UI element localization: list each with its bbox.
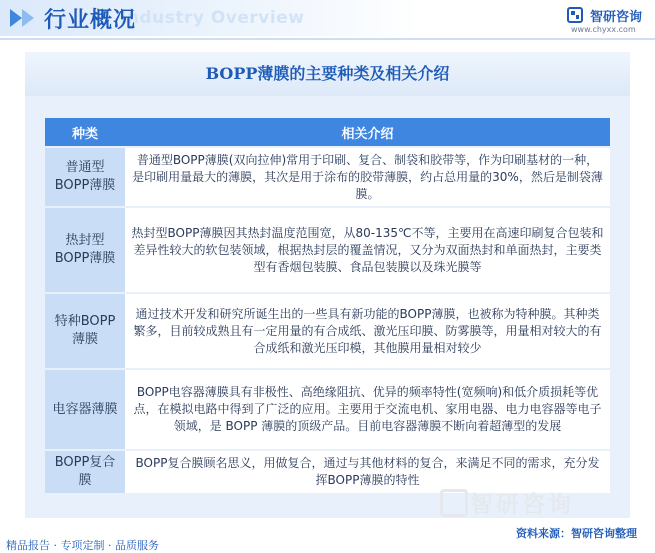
column-header-desc: 相关介绍 <box>125 118 610 146</box>
brand-url: www.chyxx.com <box>571 25 636 34</box>
table-row <box>45 370 610 449</box>
chevron-right-icon <box>22 9 34 27</box>
header-title-en: Industry Overview <box>120 8 305 28</box>
source-note: 资料来源：智研咨询整理 <box>516 527 637 540</box>
desc-cell: 通过技术开发和研究所诞生出的一些具有新功能的BOPP薄膜，也被称为特种膜。其种类繁多，目前较成熟且有一定用量的有合成纸、激光压印膜、防雾膜等，用量相对较大的有合成纸和激光压印模，其他膜用量相对较少 <box>125 294 610 368</box>
type-cell: BOPP复合膜 <box>45 451 125 493</box>
header-divider <box>0 38 655 40</box>
type-cell: 热封型BOPP薄膜 <box>45 208 125 292</box>
table-row <box>45 148 610 206</box>
content-panel <box>25 52 630 518</box>
watermark-text: 智研咨询 <box>470 492 574 518</box>
chevron-right-icon <box>10 9 22 27</box>
desc-cell: BOPP电容器薄膜具有非极性、高绝缘阻抗、优异的频率特性(宽频响)和低介质损耗等优点，在模拟电路中得到了广泛的应用。主要用于交流电机、家用电器、电力电容器等电子领域，是 BOPP 薄膜的顶级产品。目前电容器薄膜不断向着超薄型的发展 <box>125 370 610 449</box>
type-cell: 普通型BOPP薄膜 <box>45 148 125 206</box>
table-row <box>45 208 610 292</box>
header-title: 行业概况 <box>44 8 137 33</box>
bopp-types-table <box>45 116 610 495</box>
brand-name: 智研咨询 <box>590 10 643 25</box>
column-header-type: 种类 <box>45 118 125 146</box>
type-cell: 电容器薄膜 <box>45 370 125 449</box>
desc-cell: BOPP复合膜顾名思义，用做复合，通过与其他材料的复合，来满足不同的需求，充分发挥BOPP薄膜的特性 <box>125 451 610 493</box>
desc-cell: 热封型BOPP薄膜因其热封温度范围宽，从80-135℃不等，主要用在高速印刷复合包装和差异性较大的软包装领域，根据热封层的覆盖情况，又分为双面热封和单面热封，主要类型有香烟包装膜、食品包装膜以及珠光膜等 <box>125 208 610 292</box>
table-row <box>45 294 610 368</box>
watermark-logo-icon <box>440 489 468 517</box>
panel-title: BOPP薄膜的主要种类及相关介绍 <box>205 64 450 83</box>
desc-cell: 普通型BOPP薄膜(双向拉伸)常用于印刷、复合、制袋和胶带等，作为印刷基材的一种，是印刷用量最大的薄膜，其次是用于涂布的胶带薄膜，约占总用量的30%，然后是制袋薄膜。 <box>125 148 610 206</box>
type-cell: 特种BOPP薄膜 <box>45 294 125 368</box>
page-header <box>0 0 655 40</box>
zhiyan-logo-icon <box>567 7 583 23</box>
footer-slogan: 精品报告 · 专项定制 · 品质服务 <box>6 539 159 552</box>
table-header-row <box>45 118 610 146</box>
